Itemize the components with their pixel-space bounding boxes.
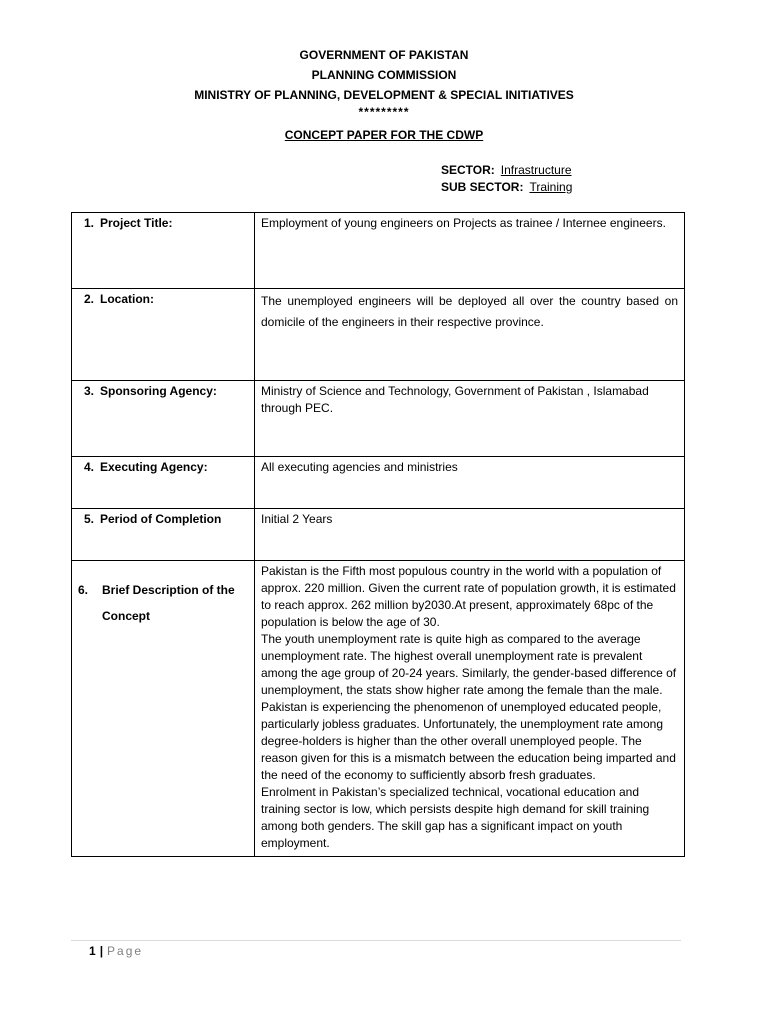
description-paragraph: Pakistan is experiencing the phenomenon of unemployed educated people, particularly jobless graduates. Unfortunately, the unemployment rate among degree-holders is higher than the other overall unemployed people. The reason given for this is a mismatch between the education being imparted and the need of the economy to sufficiently absorb fresh graduates.: [261, 700, 676, 782]
row-value: [255, 561, 685, 857]
table-row: [72, 289, 685, 381]
row-label-text-continued: Concept: [102, 609, 150, 623]
sub-sector-label: SUB SECTOR:: [441, 180, 524, 194]
table-row: [72, 213, 685, 289]
row-label-text: Location:: [100, 292, 154, 306]
row-label: [72, 289, 255, 381]
document-title: CONCEPT PAPER FOR THE CDWP: [284, 128, 484, 142]
row-value: Ministry of Science and Technology, Government of Pakistan , Islamabad through PEC.: [255, 381, 685, 457]
row-number: 4.: [84, 460, 95, 474]
table-row: [72, 457, 685, 509]
row-label: [72, 457, 255, 509]
row-number: 1.: [84, 216, 95, 230]
row-label-text: Sponsoring Agency:: [100, 384, 217, 398]
table-row: [72, 509, 685, 561]
sub-sector-line: [441, 180, 572, 194]
row-label-text: Executing Agency:: [100, 460, 208, 474]
header-ministry: MINISTRY OF PLANNING, DEVELOPMENT & SPECIAL INITIATIVES: [194, 88, 574, 102]
row-number: 2.: [84, 292, 95, 306]
description-paragraph: Pakistan is the Fifth most populous country in the world with a population of approx. 220 million. Given the current rate of population growth, it is estimated to reach approx. 262 million by2030.At present, approximately 68pc of the population is below the age of 30.: [261, 564, 676, 629]
row-label: [72, 561, 255, 857]
row-value: All executing agencies and ministries: [255, 457, 685, 509]
header-government: GOVERNMENT OF PAKISTAN: [299, 48, 469, 62]
header-commission: PLANNING COMMISSION: [311, 68, 457, 82]
row-number: 5.: [84, 512, 95, 526]
page-number: 1: [89, 944, 96, 958]
page-word: Page: [107, 944, 144, 958]
footer-divider: [71, 940, 681, 941]
row-value: Employment of young engineers on Projects as trainee / Internee engineers.: [255, 213, 685, 289]
concept-table: [71, 212, 685, 857]
row-number: 6.: [78, 583, 89, 597]
row-label-text: Brief Description of the: [102, 583, 235, 597]
sector-label: SECTOR:: [441, 163, 495, 177]
description-paragraph: Enrolment in Pakistan’s specialized technical, vocational education and training sector is low, which persists despite high demand for skill training among both genders. The skill gap has a significant impact on youth employment.: [261, 785, 650, 850]
footer-separator: |: [99, 944, 104, 958]
row-label: [72, 509, 255, 561]
sub-sector-value: Training: [529, 180, 573, 194]
row-value: Initial 2 Years: [255, 509, 685, 561]
row-number: 3.: [84, 384, 95, 398]
sector-line: [441, 163, 572, 177]
description-paragraph: The youth unemployment rate is quite high as compared to the average unemployment rate. The highest overall unemployment rate is prevalent among the age group of 20-24 years. Similarly, the gender-based difference of unemployment, the stats show higher rate among the female than the male.: [261, 632, 677, 697]
table-row: [72, 561, 685, 857]
row-label-text: Period of Completion: [100, 512, 222, 526]
row-label: [72, 381, 255, 457]
page-footer: [89, 944, 143, 958]
row-label: [72, 213, 255, 289]
row-label-text: Project Title:: [100, 216, 173, 230]
row-value: The unemployed engineers will be deployed all over the country based on domicile of the engineers in their respective province.: [255, 289, 685, 381]
sector-value: Infrastructure: [500, 163, 572, 177]
table-row: [72, 381, 685, 457]
header-separator: *********: [358, 105, 410, 119]
